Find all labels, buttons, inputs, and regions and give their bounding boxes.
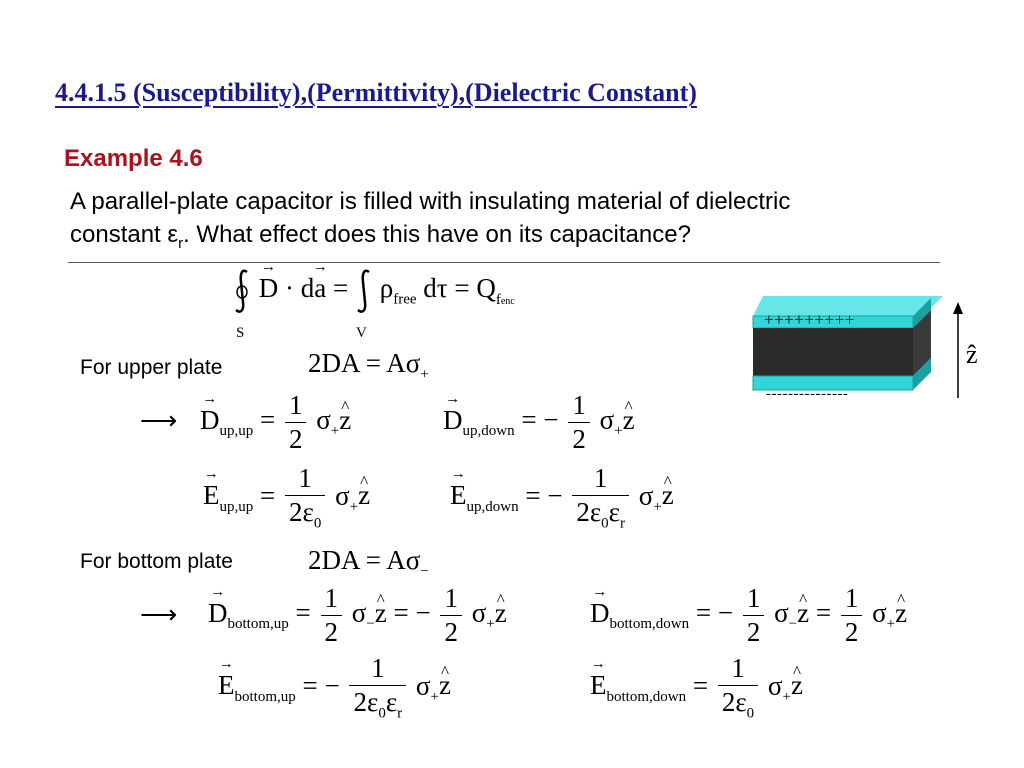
problem-line-1: A parallel-plate capacitor is filled with insulating material of dielectric bbox=[70, 188, 791, 215]
upper-plate-label: For upper plate bbox=[80, 356, 223, 379]
d-up-up-equation: → $D_{up,up}$ = $\frac{1}{2}$ $\sigma_+\^{}$ z bbox=[200, 392, 351, 453]
closed-surface-integral-icon bbox=[232, 268, 252, 314]
example-heading: Example 4.6 bbox=[64, 145, 203, 172]
plus-charges: +++++++++ bbox=[764, 310, 855, 329]
d-up-down-equation: → $D_{up,down}$ = − $\frac{1}{2}$ $\sigma_+\^{}$ z bbox=[443, 392, 635, 453]
bottom-plate-equation: $2DA = A\sigma_-$ bbox=[308, 545, 429, 580]
d-bottom-down-equation: → $D_{bottom,down}$ = − $\frac{1}{2}$ $\sigma_-\^{}$ z = $\frac{1}{2}$ $\sigma_+\^{}$ z bbox=[590, 585, 907, 646]
surface-label: S bbox=[236, 325, 245, 341]
problem-statement bbox=[70, 185, 790, 260]
e-bottom-up-equation: → $E_{bottom,up}$ = − $\frac{1}{2\varepsilon_0\varepsilon_r}$ $\sigma_+\^{}$ z bbox=[218, 655, 451, 721]
volume-label: V bbox=[356, 325, 367, 341]
z-axis-label: ẑ bbox=[966, 340, 978, 369]
e-up-up-equation: → $E_{up,up}$ = $\frac{1}{2\varepsilon_0}$ $\sigma_+\^{}$ z bbox=[203, 465, 370, 531]
e-bottom-down-equation: → $E_{bottom,down}$ = $\frac{1}{2\varepsilon_0}$ $\sigma_+\^{}$ z bbox=[590, 655, 803, 721]
upper-plate-equation: $2DA = A\sigma_+$ bbox=[308, 348, 429, 383]
divider bbox=[68, 262, 940, 263]
problem-line-2: constant $\varepsilon_r$. What effect does this have on its capacitance? bbox=[70, 221, 691, 252]
d-bottom-up-equation: → $D_{bottom,up}$ = $\frac{1}{2}$ $\sigma_-\^{}$ z = − $\frac{1}{2}$ $\sigma_+\^{}$ z bbox=[208, 585, 507, 646]
right-arrow-icon: ⟶ bbox=[140, 406, 178, 435]
bottom-plate-label: For bottom plate bbox=[80, 550, 233, 573]
right-arrow-icon: ⟶ bbox=[140, 600, 178, 629]
capacitor-figure bbox=[748, 288, 998, 418]
e-up-down-equation: → $E_{up,down}$ = − $\frac{1}{2\varepsilon_0\varepsilon_r}$ $\sigma_+\^{}$ z bbox=[450, 465, 674, 531]
page-title: 4.4.1.5 (Susceptibility),(Permittivity),(Dielectric Constant) bbox=[55, 78, 697, 107]
gauss-law-equation: → $D \cdot d\to a = \rho_{free}$ $d\tau = Q_{fenc}$ bbox=[232, 268, 515, 314]
minus-charges: --------------- bbox=[766, 386, 849, 402]
volume-integral-icon bbox=[355, 268, 373, 314]
